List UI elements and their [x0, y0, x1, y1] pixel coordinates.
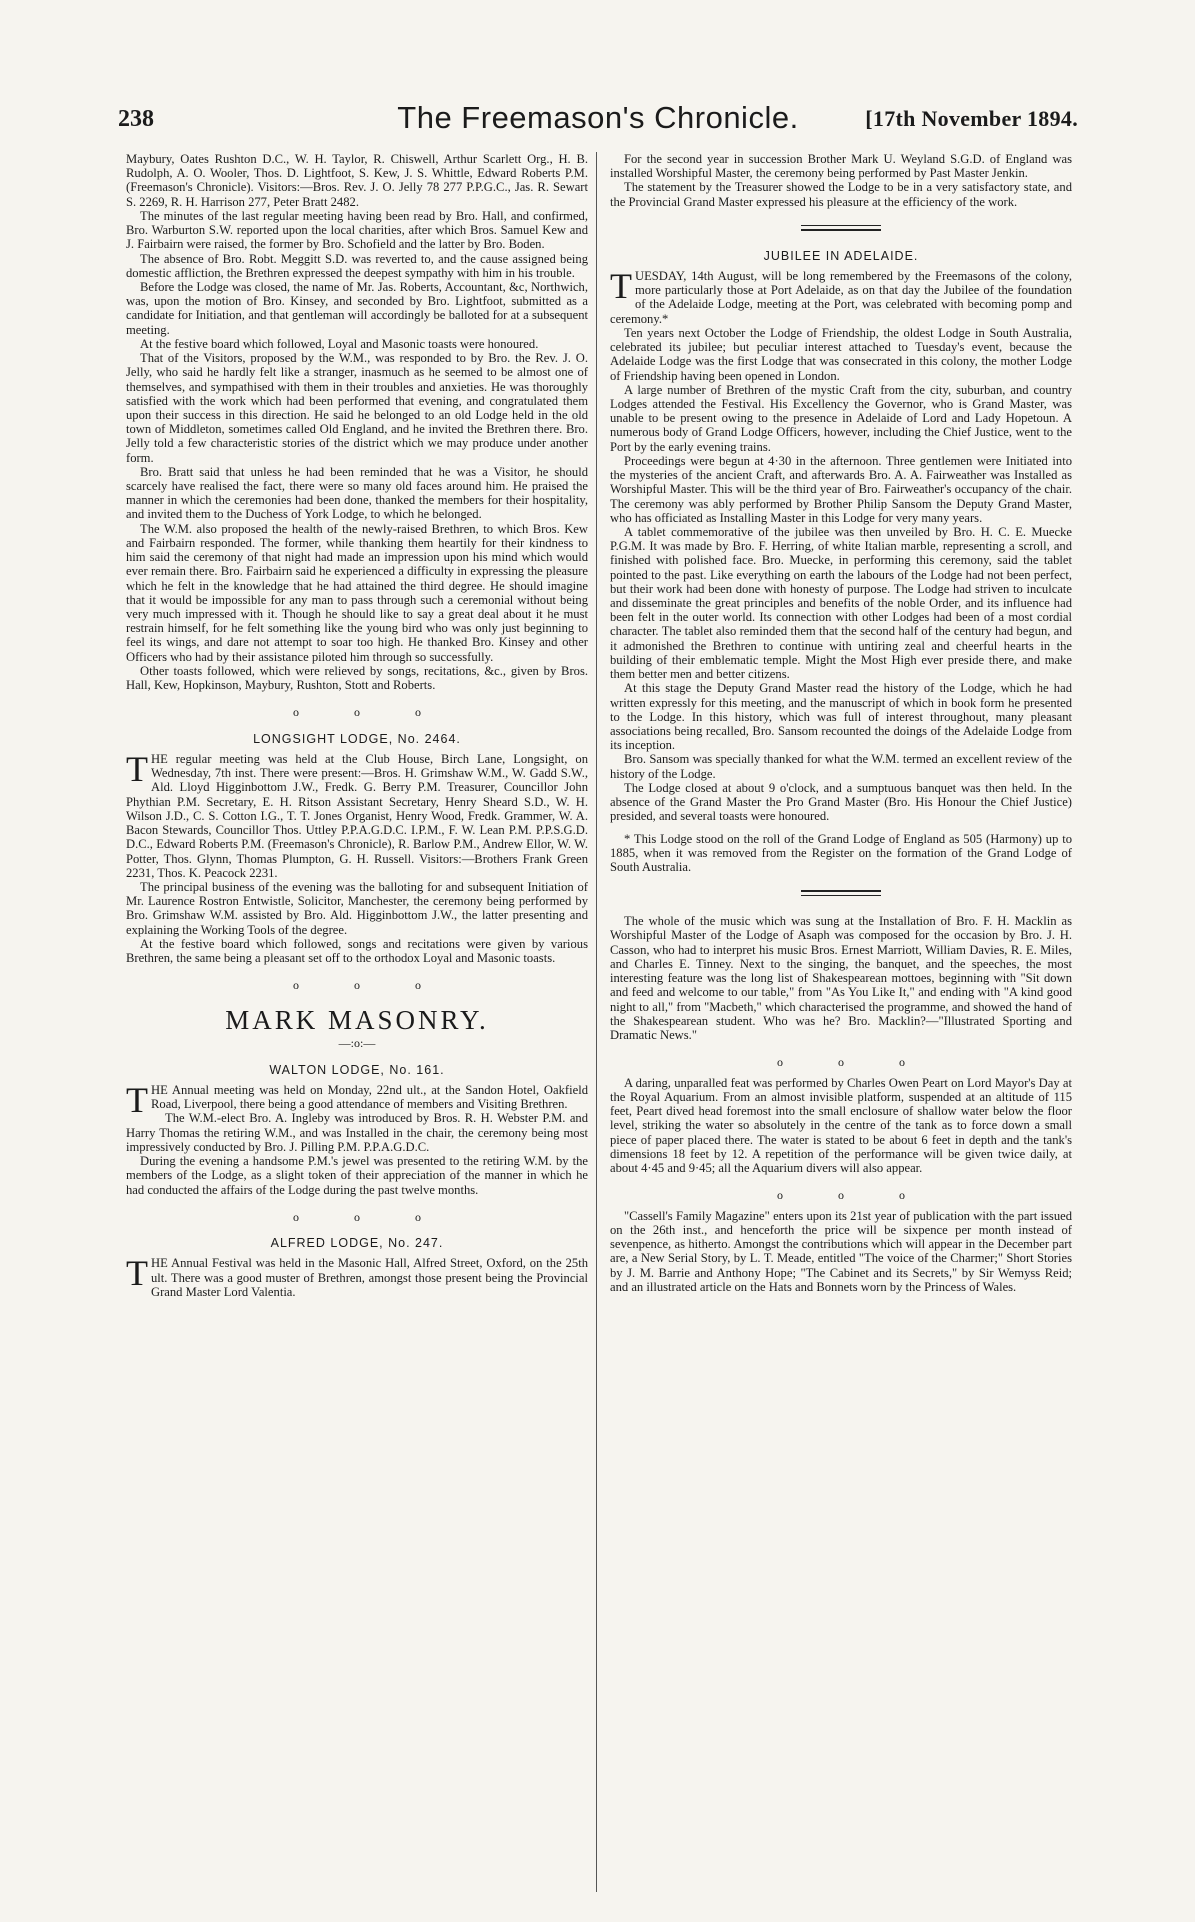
section-heading: ALFRED LODGE, No. 247.: [270, 1236, 444, 1251]
section-separator: o o o: [293, 705, 447, 720]
paragraph-text: UESDAY, 14th August, will be long remembered by the Freemasons of the colony, more particularly those at Port Adelaide, as on that day the Jubilee of the foundation of the Adelaide Lodge, meeting at the Port, was celebrated with becoming pomp and ceremony.*: [610, 269, 1072, 326]
article-paragraph: Other toasts followed, which were relieved by songs, recitations, &c., given by Bros. Hall, Kew, Hopkinson, Maybury, Rushton, Stott and Roberts.: [126, 663, 588, 693]
article-paragraph: A large number of Brethren of the mystic Craft from the city, suburban, and country Lodges attended the Festival. His Excellency the Governor, who is Grand Master, was unable to be present owing to the presence in Adelaide of Lord and Lady Hopetoun. A numerous body of Grand Lodge Officers, however, including the Chief Justice, went to the Port by the early evening trains.: [610, 382, 1072, 454]
mark-masonry-heading: MARK MASONRY.: [225, 1004, 489, 1035]
section-rule: [801, 890, 881, 896]
article-paragraph: A daring, unparalled feat was performed by Charles Owen Peart on Lord Mayor's Day at the Royal Aquarium. From an almost invisible platform, suspended at an altitude of 115 feet, Peart dived head foremost into the small enclosure of shallow water below the floor level, striking the water so absolutely in the centre of the tank as to force down a small piece of paper placed there. The water is stated to be about 6 feet in depth and the tank's dimensions 18 feet by 12. A repetition of the performance will be given twice daily, at about 4·45 and 9·45; all the Aquarium divers will also appear.: [610, 1075, 1072, 1176]
article-paragraph: The W.M. also proposed the health of the newly-raised Brethren, to which Bros. Kew and Fairbairn responded. The former, while thanking them heartily for their kindness to him said the ceremony of that night had made an impression upon his mind which would ever remain there. Bro. Fairbairn said he experienced a difficulty in expressing the pleasure which he felt in the knowledge that he had attained the third degree. He should imagine that it would be impossible for any man to pass through such a ceremonial without being very much impressed with it. Though he should like to say a great deal about it he must restrain himself, for he felt something like the young bird who was only just beginning to feel its wings, and dare not attempt to soar too high. He thanked Bro. Kinsey and other Officers who had by their assistance piloted him through so successfully.: [126, 521, 588, 664]
article-paragraph: The W.M.-elect Bro. A. Ingleby was introduced by Bros. R. H. Webster P.M. and Harry Thomas the retiring W.M., and was Installed in the chair, the ceremony being most impressively conducted by Bro. J. Pilling P.M. P.P.A.G.D.C.: [126, 1111, 588, 1154]
section-heading: JUBILEE IN ADELAIDE.: [763, 248, 919, 263]
section-separator: o o o: [293, 1209, 447, 1224]
masthead: The Freemason's Chronicle.: [397, 100, 799, 135]
section-separator: o o o: [777, 1188, 931, 1203]
article-paragraph: The minutes of the last regular meeting having been read by Bro. Hall, and confirmed, Bro. Warburton S.W. reported upon the local charities, after which Bros. Samuel Kew and J. Fairbairn were raised, the former by Bro. Schofield and the latter by Bro. Boden.: [126, 208, 588, 252]
section-rule: [801, 225, 881, 231]
section-separator: o o o: [293, 978, 447, 993]
article-paragraph: Before the Lodge was closed, the name of Mr. Jas. Roberts, Accountant, &c, Northwich, was, upon the motion of Bro. Kinsey, and seconded by Bro. Lightfoot, submitted as a candidate for Initiation, and that gentleman will accordingly be balloted for at a subsequent meeting.: [126, 279, 588, 337]
article-paragraph: [610, 266, 1072, 326]
article-paragraph: The absence of Bro. Robt. Meggitt S.D. was reverted to, and the cause assigned being domestic affliction, the Brethren expressed the deepest sympathy with him in his trouble.: [126, 251, 588, 280]
drop-cap: T: [126, 748, 148, 789]
drop-cap: T: [610, 266, 632, 306]
article-paragraph: At the festive board which followed, Loyal and Masonic toasts were honoured.: [140, 336, 539, 351]
article-paragraph: Maybury, Oates Rushton D.C., W. H. Taylor, R. Chiswell, Arthur Scarlett Org., H. B. Rudolph, A. O. Wooler, Thos. D. Lightfoot, S. Kew, J. S. Whittle, Edward Roberts P.M. (Freemason's Chronicle). Visitors:—Bros. Rev. J. O. Jelly 78 277 P.P.G.C., Jas. R. Sewart S. 2269, R. H. Harrison 277, Peter Bratt 2482.: [126, 152, 588, 209]
article-paragraph: The principal business of the evening was the balloting for and subsequent Initiation of Mr. Laurence Rostron Entwistle, Solicitor, Manchester, the ceremony being performed by Bro. Grimshaw W.M. assisted by Bro. Ald. Higginbottom J.W., the latter presenting and explaining the Working Tools of the degree.: [126, 879, 588, 937]
section-heading: LONGSIGHT LODGE, No. 2464.: [253, 731, 461, 746]
section-heading: WALTON LODGE, No. 161.: [269, 1062, 445, 1077]
article-paragraph: [126, 1079, 588, 1120]
paragraph-text: HE Annual meeting was held on Monday, 22nd ult., at the Sandon Hotel, Oakfield Road, Liverpool, there being a good attendance of members and Visiting Brethren.: [151, 1082, 588, 1112]
heading-ornament: —:o:—: [338, 1036, 376, 1051]
article-paragraph: For the second year in succession Brother Mark U. Weyland S.G.D. of England was installed Worshipful Master, the ceremony being performed by Past Master Jenkin.: [610, 152, 1072, 181]
left-column: [126, 152, 588, 1897]
page-number: 238: [118, 106, 154, 132]
article-paragraph: The statement by the Treasurer showed the Lodge to be in a very satisfactory state, and the Provincial Grand Master expressed his pleasure at the efficiency of the work.: [610, 180, 1072, 209]
article-paragraph: A tablet commemorative of the jubilee was then unveiled by Bro. H. C. E. Muecke P.G.M. It was made by Bro. F. Herring, of white Italian marble, representing a scroll, and finished with polished face. Bro. Muecke, in performing this ceremony, said the tablet pointed to the past. Like everything on earth the labours of the Lodge had not been perfect, but their work had been done with honesty of purpose. The Lodge had striven to inculcate and disseminate the great principles and benefits of the noble Order, and its influence had been felt in the outer world. Its connection with other Lodges had been of a most cordial character. The tablet also reminded them that the second half of the century had begun, and it admonished the Brethren to continue with untiring zeal and cheerful hearts in the building of their emblematic temple. Might the Most High ever preside there, and make them better men and better citizens.: [610, 524, 1072, 682]
right-column: [610, 152, 1072, 1897]
footnote: * This Lodge stood on the roll of the Grand Lodge of England as 505 (Harmony) up to 1885, when it was removed from the Register on the formation of the Grand Lodge of South Australia.: [610, 831, 1072, 874]
article-paragraph: [126, 1253, 588, 1299]
article-paragraph: "Cassell's Family Magazine" enters upon its 21st year of publication with the part issued on the 26th inst., and henceforth the price will be sixpence per month instead of sevenpence, as hitherto. Amongst the contributions which will appear in the December part are, a New Serial Story, by L. T. Meade, entitled "The voice of the Charmer;" Short Stories by J. M. Barrie and Anthony Hope; "The Cabinet and its Secrets," by Sir Wemyss Reid; and an illustrated article on the Hats and Bonnets worn by the Princess of Wales.: [610, 1208, 1072, 1294]
article-paragraph: That of the Visitors, proposed by the W.M., was responded to by Bro. the Rev. J. O. Jelly, who said he hardly felt like a stranger, inasmuch as he seemed to be almost one of themselves, and sympathised with them in their troubles and anxieties. He was thoroughly satisfied with the work which had been performed that evening, and congratulated them upon their success in this direction. He said he belonged to an old Lodge held in the old town of Middleton, sometimes called Old England, and he invited the Brethren there. Bro. Jelly told a few characteristic stories of the district which we may produce under another form.: [126, 351, 588, 465]
article-paragraph: The whole of the music which was sung at the Installation of Bro. F. H. Macklin as Worshipful Master of the Lodge of Asaph was composed for the occasion by Bro. J. H. Casson, who had to interpret his music Bros. Ernest Marriott, William Davies, R. E. Miles, and Charles E. Tinney. Next to the singing, the banquet, and the speeches, the most interesting feature was the long list of Shakespearean mottoes, beginning with "Sit down and feed and welcome to our table," from "As You Like It," and ending with "A kind good night to all," from "Macbeth," which characterised the programme, and showed the hand of the Shakespearean student. Who was he? Bro. Macklin?—"Illustrated Sporting and Dramatic News.": [610, 914, 1072, 1042]
section-separator: o o o: [777, 1055, 931, 1070]
article-paragraph: Bro. Bratt said that unless he had been reminded that he was a Visitor, he should scarcely have realised the fact, there were so many old faces around him. He praised the manner in which the ceremonies had been done, thanked the members for their hospitality, and invited them to the Duchess of York Lodge, to which he belonged.: [126, 464, 588, 522]
article-paragraph: Proceedings were begun at 4·30 in the afternoon. Three gentlemen were Initiated into the mysteries of the ancient Craft, and afterwards Bro. A. A. Fairweather was Installed as Worshipful Master. This will be the third year of Bro. Fairweather's occupancy of the chair. The ceremony was ably performed by Brother Philip Sansom the Deputy Grand Master, who has officiated as Installing Master in this Lodge for very many years.: [610, 453, 1072, 525]
paragraph-text: HE regular meeting was held at the Club House, Birch Lane, Longsight, on Wednesday, 7th inst. There were present:—Bros. H. Grimshaw W.M., W. Gadd S.W., Ald. Lloyd Higginbottom J.W., Fredk. G. Berry P.M. Treasurer, Councillor John Phythian P.M. Secretary, E. H. Ritson Assistant Secretary, Henry Sheard S.D., W. H. Wilson J.D., C. S. Cotton I.G., T. T. Jones Organist, Henry Wood, Fredk. Grammer, W. A. Bacon Stewards, Councillor Thos. Uttley P.P.A.G.D.C. I.P.M., F. W. Lean P.M. P.P.S.G.D. D.C., Edward Roberts P.M. (Freemason's Chronicle), R. Barlow P.M., Andrew Ellor, W. W. Potter, Thos. Glynn, Thomas Plumpton, G. H. Russell. Visitors:—Brothers Frank Green 2231, Thos. K. Peacock 2231.: [126, 751, 588, 880]
article-paragraph: At the festive board which followed, songs and recitations were given by various Brethren, the same being a pleasant set off to the orthodox Loyal and Masonic toasts.: [126, 936, 588, 966]
page-header: [118, 100, 1078, 140]
article-paragraph: At this stage the Deputy Grand Master read the history of the Lodge, which he had written expressly for this meeting, and the manuscript of which in book form he presented to the Lodge. In this history, which was full of interest throughout, many pleasant associations being recalled, Bro. Sansom recounted the doings of the Adelaide Lodge from its inception.: [610, 681, 1072, 753]
article-paragraph: During the evening a handsome P.M.'s jewel was presented to the retiring W.M. by the members of the Lodge, as a slight token of their appreciation of the manner in which he had conducted the affairs of the Lodge during the past twelve months.: [126, 1154, 588, 1197]
drop-cap: T: [126, 1079, 148, 1120]
issue-date: [17th November 1894.: [865, 106, 1078, 131]
paragraph-text: HE Annual Festival was held in the Masonic Hall, Alfred Street, Oxford, on the 25th ult. There was a good muster of Brethren, amongst those present being the Provincial Grand Master Lord Valentia.: [151, 1256, 588, 1299]
drop-cap: T: [126, 1253, 148, 1294]
article-paragraph: [126, 748, 588, 880]
article-paragraph: The Lodge closed at about 9 o'clock, and a sumptuous banquet was then held. In the absence of the Grand Master the Pro Grand Master (Bro. His Honour the Chief Justice) presided, and several toasts were honoured.: [610, 780, 1072, 824]
article-paragraph: Bro. Sansom was specially thanked for what the W.M. termed an excellent review of the history of the Lodge.: [610, 752, 1072, 781]
article-paragraph: Ten years next October the Lodge of Friendship, the oldest Lodge in South Australia, celebrated its jubilee; but peculiar interest attached to Tuesday's event, because the Adelaide Lodge was the first Lodge that was consecrated in this colony, the mother Lodge of Friendship having been opened in London.: [610, 325, 1072, 383]
column-divider: [596, 152, 597, 1892]
